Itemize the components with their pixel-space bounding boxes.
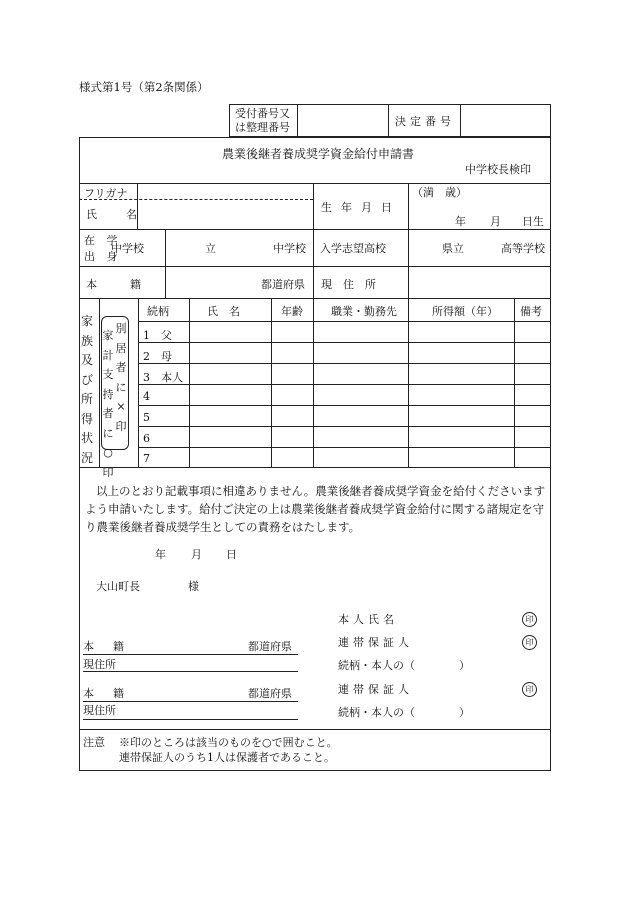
pref-public-label: 県立 <box>442 242 464 255</box>
form-title: 農業後継者養成奨学資金給付申請書 <box>222 147 415 161</box>
dob-label: 生年月日 <box>321 201 401 214</box>
honseki1-pref: 都道府県 <box>248 640 292 653</box>
addressee: 大山町長 <box>96 580 140 593</box>
guarantor1-relation: 続柄・本人の（ ） <box>338 659 470 672</box>
address1-label: 現住所 <box>83 658 116 671</box>
addressee-sama: 様 <box>188 580 199 593</box>
col-occupation: 職業・勤務先 <box>331 305 397 318</box>
date-day: 日 <box>226 548 237 561</box>
jhs2-label: 中学校 <box>273 242 306 255</box>
table-row: 2 母 <box>143 350 172 363</box>
bracket-right-text: 家計支持者に○印 <box>102 329 114 479</box>
school-label-out: 出 身 <box>84 250 122 263</box>
domicile-pref: 都道府県 <box>261 278 305 291</box>
jhs-label: 中学校 <box>111 242 144 255</box>
address-label: 現 住 所 <box>321 278 376 291</box>
table-row: 6 <box>143 432 150 445</box>
form-number: 様式第1号（第2条関係） <box>79 80 209 94</box>
dob-month: 月 <box>490 215 501 228</box>
col-notes: 備考 <box>520 305 542 318</box>
honseki1-label: 本 籍 <box>83 640 128 653</box>
guarantor2-relation: 続柄・本人の（ ） <box>338 706 470 719</box>
receipt-label-line1: 受付番号又 <box>235 107 290 120</box>
col-relation: 続柄 <box>147 305 169 318</box>
table-row: 7 <box>143 452 150 465</box>
receipt-label-line2: は整理番号 <box>235 121 290 134</box>
seal-icon: 印 <box>522 612 537 627</box>
furigana-field[interactable] <box>139 184 312 198</box>
col-income: 所得額（年） <box>432 305 498 318</box>
table-row: 4 <box>143 390 150 403</box>
bracket-left-text: 別居者に×印 <box>115 322 127 433</box>
hs-choice-label: 入学志望高校 <box>320 242 386 255</box>
age-paren: （満 歳） <box>412 186 467 199</box>
table-row: 1 父 <box>143 329 172 342</box>
table-row: 5 <box>143 411 150 424</box>
table-row: 3 本人 <box>143 371 183 384</box>
applicant-name-label: 本人氏名 <box>338 613 398 626</box>
declaration-line2: よう申請いたします。給付ご決定の上は農業後継者養成奨学資金給付に関する諸規定を守 <box>85 502 545 516</box>
dob-year: 年 <box>455 215 466 228</box>
public-label: 立 <box>205 242 216 255</box>
decision-number-field[interactable] <box>461 105 550 136</box>
declaration-line1: 以上のとおり記載事項に相違ありません。農業後継者養成奨学資金を給付くださいます <box>96 484 546 498</box>
guarantor1-label: 連帯保証人 <box>338 636 413 649</box>
dob-born: 日生 <box>522 215 544 228</box>
honseki2-pref: 都道府県 <box>248 687 292 700</box>
guarantor2-label: 連帯保証人 <box>338 683 413 696</box>
note-line2: 連帯保証人のうち1人は保護者であること。 <box>119 751 335 764</box>
name-field[interactable] <box>139 201 312 228</box>
domicile-label: 本 籍 <box>86 278 141 291</box>
col-age: 年齢 <box>281 305 303 318</box>
hs-label: 高等学校 <box>501 242 545 255</box>
seal-icon: 印 <box>522 635 537 650</box>
col-name: 氏 名 <box>207 305 240 318</box>
receipt-number-field[interactable] <box>298 105 387 136</box>
address2-label: 現住所 <box>83 704 116 717</box>
note-line1: ※印のところは該当のものを○で囲むこと。 <box>119 736 338 749</box>
decision-label: 決定番号 <box>395 115 455 128</box>
note-label: 注意 <box>83 736 105 749</box>
date-month: 月 <box>191 548 202 561</box>
date-year: 年 <box>155 548 166 561</box>
furigana-label: フリガナ <box>84 187 128 200</box>
name-label: 氏 名 <box>86 208 146 221</box>
seal-icon: 印 <box>522 682 537 697</box>
principal-stamp-label: 中学校長検印 <box>465 163 531 176</box>
school-label-in: 在 学 <box>84 234 122 247</box>
family-side-label: 家族及び所得状況 <box>80 314 93 465</box>
honseki2-label: 本 籍 <box>83 687 128 700</box>
declaration-line3: り農業後継者養成奨学生としての責務をはたします。 <box>85 520 361 534</box>
